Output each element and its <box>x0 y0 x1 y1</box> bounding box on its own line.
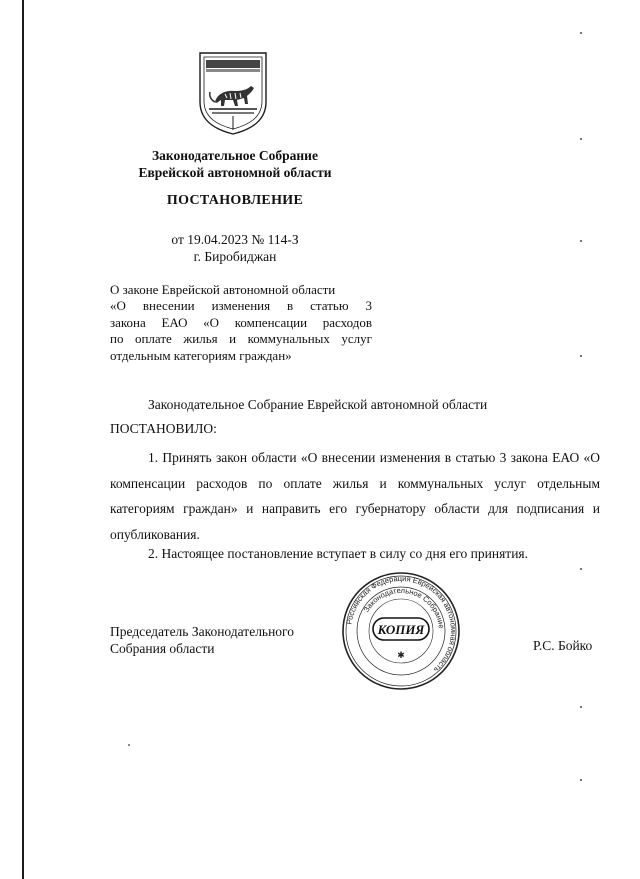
seal-star-icon: ✱ <box>397 650 405 660</box>
clause-1 <box>110 445 600 547</box>
subject-line: по оплате жилья и коммунальных услуг <box>110 331 372 347</box>
resolved-heading: ПОСТАНОВИЛО: <box>110 421 217 436</box>
document-date-block <box>100 231 370 265</box>
signatory-name: Р.С. Бойко <box>533 638 593 653</box>
seal-inner-text: Законодательное Собрание <box>361 585 446 629</box>
seal-copy-stamp: КОПИЯ <box>377 622 425 637</box>
document-subject <box>110 282 372 364</box>
subject-line: О законе Еврейской автономной области <box>110 282 336 297</box>
organization-line-1: Законодательное Собрание <box>152 148 318 163</box>
signatory-title-line-2: Собрания области <box>110 641 215 656</box>
seal-outer-text: Российская Федерация Еврейская автономная область <box>344 573 459 675</box>
scan-speck <box>580 32 582 34</box>
signatory-title <box>110 623 294 657</box>
preamble: Законодательное Собрание Еврейской автономной области <box>148 397 488 412</box>
organization-line-2: Еврейской автономной области <box>138 165 332 180</box>
document-date-number: от 19.04.2023 № 114-З <box>171 232 299 247</box>
clause-1-text: 1. Принять закон области «О внесении изменения в статью 3 закона ЕАО «О компенсации расходов по оплате жилья и коммунальных услуг отдельным категориям граждан» и направить его губернатору области для подписания и опубликования. <box>110 450 600 542</box>
scan-speck <box>580 779 582 781</box>
organization-name <box>100 147 370 181</box>
scan-speck <box>580 138 582 140</box>
scan-speck <box>128 744 130 746</box>
scan-speck <box>580 706 582 708</box>
subject-line: «О внесении изменения в статью 3 <box>110 298 372 314</box>
scan-speck <box>580 355 582 357</box>
scan-speck <box>580 568 582 570</box>
scan-speck <box>580 240 582 242</box>
subject-line: отдельным категориям граждан» <box>110 347 292 363</box>
document-type: ПОСТАНОВЛЕНИЕ <box>166 193 304 208</box>
official-seal <box>340 570 462 692</box>
document-city: г. Биробиджан <box>193 249 277 264</box>
left-margin-rule <box>22 0 24 879</box>
clause-2: 2. Настоящее постановление вступает в силу со дня его принятия. <box>148 546 529 561</box>
signatory-title-line-1: Председатель Законодательного <box>110 624 295 639</box>
subject-line: закона ЕАО «О компенсации расходов <box>110 314 372 330</box>
tiger-coat-of-arms-icon <box>197 50 269 136</box>
